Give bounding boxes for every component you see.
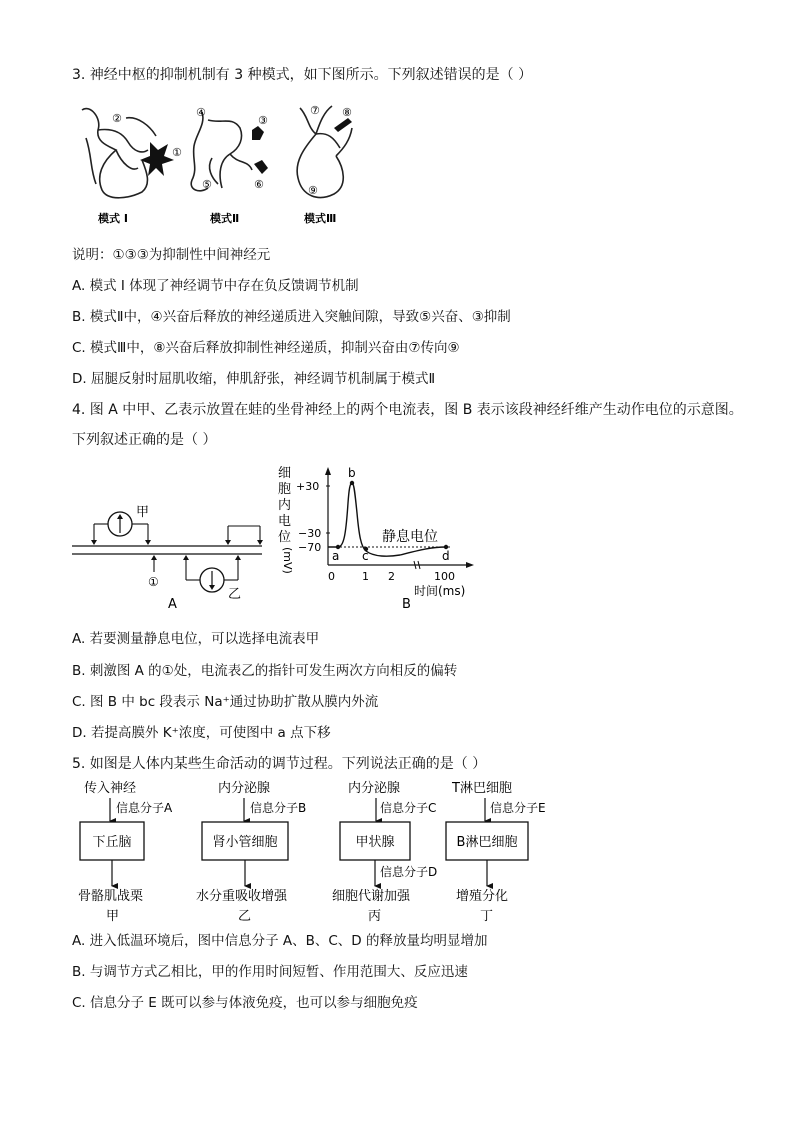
ylabel-char-1: 细 <box>278 466 292 481</box>
mode2-label: 模式Ⅱ <box>210 212 240 225</box>
ytick-minus70: −70 <box>298 541 322 554</box>
mode1-num-2: ② <box>112 112 122 125</box>
point-a: a <box>332 549 340 563</box>
mode3-label: 模式Ⅲ <box>304 212 337 225</box>
q5-option-a[interactable]: A. 进入低温环境后，图中信息分子 A、B、C、D 的释放量均明显增加 <box>72 933 488 949</box>
signal-b: 信息分子B <box>250 801 307 815</box>
box-b-cell-label: B淋巴细胞 <box>456 835 518 850</box>
q5-diagram <box>72 778 552 924</box>
box-renal-tubule-label: 肾小管细胞 <box>212 835 278 850</box>
source-endocrine-2: 内分泌腺 <box>348 781 401 796</box>
q3-option-a[interactable]: A. 模式 I 体现了神经调节中存在负反馈调节机制 <box>72 278 359 294</box>
effect-water-reabsorption: 水分重吸收增强 <box>196 889 288 904</box>
signal-a: 信息分子A <box>116 801 173 815</box>
q3-option-b[interactable]: B. 模式Ⅱ中，④兴奋后释放的神经递质进入突触间隙，导致⑤兴奋、③抑制 <box>72 309 511 325</box>
q3-option-c[interactable]: C. 模式Ⅲ中，⑧兴奋后释放抑制性神经递质，抑制兴奋由⑦传向⑨ <box>72 340 460 356</box>
xaxis-label: 时间(ms) <box>414 584 466 598</box>
q5-option-b[interactable]: B. 与调节方式乙相比，甲的作用时间短暂、作用范围大、反应迅速 <box>72 964 468 980</box>
effect-metabolism: 细胞代谢加强 <box>332 889 411 904</box>
mode2-sketch <box>191 112 252 191</box>
tag-yi: 乙 <box>238 909 252 924</box>
xtick-0: 0 <box>328 570 335 583</box>
tag-bing: 丙 <box>368 909 382 924</box>
q5-stem: 5. 如图是人体内某些生命活动的调节过程。下列说法正确的是（ ） <box>72 756 487 772</box>
neuron6-body <box>254 160 268 174</box>
neuron3-body <box>252 126 264 140</box>
mode3-num-7: ⑦ <box>310 104 320 117</box>
ytick-minus30: −30 <box>298 527 322 540</box>
tag-jia: 甲 <box>106 909 120 924</box>
figure-a-label: A <box>168 597 177 612</box>
signal-c: 信息分子C <box>380 801 437 815</box>
mode3-sketch <box>297 106 352 197</box>
action-potential-curve <box>328 483 446 556</box>
resting-potential-label: 静息电位 <box>382 529 438 545</box>
effect-proliferation: 增殖分化 <box>456 889 509 904</box>
box-thyroid-label: 甲状腺 <box>355 835 395 850</box>
effect-shivering: 骨骼肌战栗 <box>78 889 144 904</box>
source-afferent-nerve: 传入神经 <box>84 781 137 796</box>
xtick-100: 100 <box>434 570 455 583</box>
source-t-cell: T淋巴细胞 <box>452 781 512 796</box>
mode3-num-9: ⑨ <box>308 184 318 197</box>
q5-option-c[interactable]: C. 信息分子 E 既可以参与体液免疫，也可以参与细胞免疫 <box>72 995 418 1011</box>
q3-stem: 3. 神经中枢的抑制机制有 3 种模式，如下图所示。下列叙述错误的是（ ） <box>72 67 533 83</box>
q4-option-b[interactable]: B. 刺激图 A 的①处，电流表乙的指针可发生两次方向相反的偏转 <box>72 663 458 679</box>
xtick-1: 1 <box>362 570 369 583</box>
mode2-num-4: ④ <box>196 106 206 119</box>
ylabel-char-4: 电 <box>278 514 292 529</box>
point-c: c <box>362 549 369 563</box>
q3-option-d[interactable]: D. 屈腿反射时屈肌收缩，伸肌舒张，神经调节机制属于模式Ⅱ <box>72 371 436 387</box>
ylabel-char-3: 内 <box>278 498 292 513</box>
ammeter-jia-label: 甲 <box>136 505 150 520</box>
q4-figure-a <box>70 500 270 615</box>
neuron8-terminal <box>334 118 352 132</box>
ylabel-char-2: 胞 <box>278 482 292 497</box>
box-hypothalamus-label: 下丘脑 <box>92 835 132 850</box>
point-d: d <box>442 549 450 563</box>
signal-d: 信息分子D <box>380 865 438 879</box>
tag-ding: 丁 <box>480 909 494 924</box>
mode3-num-8: ⑧ <box>342 106 352 119</box>
q3-figure <box>72 98 362 230</box>
mode2-num-5: ⑤ <box>202 178 212 191</box>
mode1-label: 模式 I <box>98 212 128 225</box>
point-b: b <box>348 466 356 480</box>
mode1-num-1: ① <box>172 146 182 159</box>
ytick-plus30: +30 <box>296 480 320 493</box>
source-endocrine-1: 内分泌腺 <box>218 781 271 796</box>
q4-option-a[interactable]: A. 若要测量静息电位，可以选择电流表甲 <box>72 631 320 647</box>
q4-figure-b <box>270 463 485 613</box>
stimulus-point-1: ① <box>148 575 159 589</box>
mode2-num-6: ⑥ <box>254 178 264 191</box>
q4-stem-line2: 下列叙述正确的是（ ） <box>72 432 217 448</box>
xtick-2: 2 <box>388 570 395 583</box>
signal-e: 信息分子E <box>490 801 546 815</box>
ammeter-yi-label: 乙 <box>228 587 242 602</box>
mode2-num-3: ③ <box>258 114 268 127</box>
q3-note: 说明：①③③为抑制性中间神经元 <box>72 247 271 263</box>
figure-b-label: B <box>402 597 411 612</box>
q4-stem-line1: 4. 图 A 中甲、乙表示放置在蛙的坐骨神经上的两个电流表，图 B 表示该段神经纤维产生动作电位的示意图。 <box>72 402 743 418</box>
ylabel-char-5: 位 <box>278 530 292 545</box>
q4-option-d[interactable]: D. 若提高膜外 K⁺浓度，可使图中 a 点下移 <box>72 725 331 741</box>
q4-option-c[interactable]: C. 图 B 中 bc 段表示 Na⁺通过协助扩散从膜内外流 <box>72 694 379 710</box>
ylabel-unit: (mV) <box>281 547 294 574</box>
